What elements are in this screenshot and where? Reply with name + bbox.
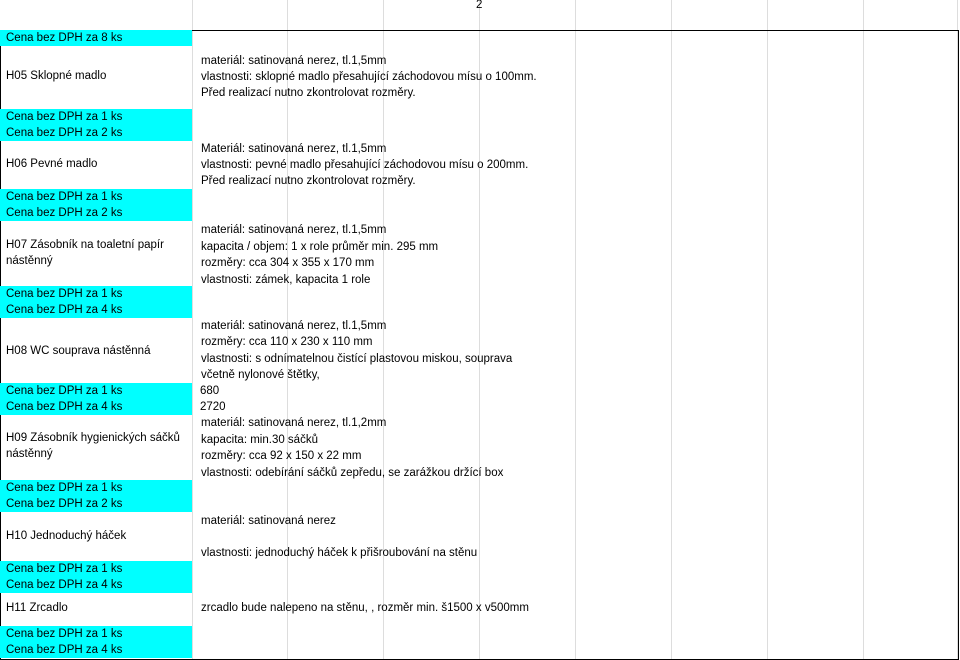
product-name: H10 Jednoduchý háček: [6, 530, 127, 542]
price-row: Cena bez DPH za 8 ks: [0, 30, 192, 46]
product-desc-line: vlastnosti: odebírání sáčků zepředu, se zarážkou držící box: [201, 467, 504, 479]
product-desc-line: Před realizací nutno zkontrolovat rozměry.: [201, 87, 416, 99]
product-name: H11 Zrcadlo: [6, 602, 68, 614]
product-desc-line: rozměry: cca 304 x 355 x 170 mm: [201, 257, 375, 269]
price-row: Cena bez DPH za 1 ks: [0, 480, 192, 496]
product-name: H06 Pevné madlo: [6, 158, 98, 170]
page-number: 2: [476, 0, 483, 11]
product-desc-line: kapacita: min.30 sáčků: [201, 434, 318, 446]
product-desc-line: Před realizací nutno zkontrolovat rozměry.: [201, 175, 416, 187]
product-desc-line: vlastnosti: jednoduchý háček k přišroubování na stěnu: [201, 547, 478, 559]
product-desc-line: Materiál: satinovaná nerez, tl.1,5mm: [201, 143, 387, 155]
price-row: Cena bez DPH za 4 ks: [0, 642, 192, 658]
price-value: 2720: [200, 401, 226, 413]
price-value: 680: [200, 385, 220, 397]
product-desc-line: rozměry: cca 110 x 230 x 110 mm: [201, 336, 373, 348]
product-desc-line: kapacita / objem: 1 x role průměr min. 295 mm: [201, 241, 439, 253]
price-row: Cena bez DPH za 4 ks: [0, 577, 192, 593]
price-row: Cena bez DPH za 1 ks: [0, 383, 192, 399]
price-row: Cena bez DPH za 1 ks: [0, 109, 192, 125]
price-row: Cena bez DPH za 2 ks: [0, 125, 192, 141]
product-name: H05 Sklopné madlo: [6, 70, 107, 82]
product-desc-line: vlastnosti: pevné madlo přesahující záchodovou mísu o 200mm.: [201, 159, 529, 171]
product-name: H09 Zásobník hygienických sáčků nástěnný: [6, 432, 180, 460]
product-desc-line: včetně nylonové štětky,: [201, 369, 320, 381]
price-row: Cena bez DPH za 4 ks: [0, 302, 192, 318]
product-desc-line: zrcadlo bude nalepeno na stěnu, , rozměr min. š1500 x v500mm: [201, 602, 529, 614]
price-row: Cena bez DPH za 2 ks: [0, 205, 192, 221]
product-desc-line: materiál: satinovaná nerez, tl.1,5mm: [201, 320, 387, 332]
product-desc-line: materiál: satinovaná nerez: [201, 515, 336, 527]
price-row: Cena bez DPH za 1 ks: [0, 286, 192, 302]
product-name: H07 Zásobník na toaletní papír nástěnný: [6, 239, 164, 267]
product-desc-line: vlastnosti: sklopné madlo přesahující záchodovou mísu o 100mm.: [201, 71, 537, 83]
price-row: Cena bez DPH za 4 ks: [0, 399, 192, 415]
price-row: Cena bez DPH za 1 ks: [0, 189, 192, 205]
price-row: Cena bez DPH za 2 ks: [0, 496, 192, 512]
price-row: Cena bez DPH za 1 ks: [0, 561, 192, 577]
product-desc-line: rozměry: cca 92 x 150 x 22 mm: [201, 450, 362, 462]
product-desc-line: materiál: satinovaná nerez, tl.1,5mm: [201, 55, 387, 67]
product-name: H08 WC souprava nástěnná: [6, 345, 151, 357]
product-desc-line: materiál: satinovaná nerez, tl.1,5mm: [201, 224, 387, 236]
product-desc-line: materiál: satinovaná nerez, tl.1,2mm: [201, 417, 387, 429]
product-desc-line: vlastnosti: s odnímatelnou čistící plastovou miskou, souprava: [201, 353, 513, 365]
product-desc-line: vlastnosti: zámek, kapacita 1 role: [201, 274, 371, 286]
price-row: Cena bez DPH za 1 ks: [0, 626, 192, 642]
